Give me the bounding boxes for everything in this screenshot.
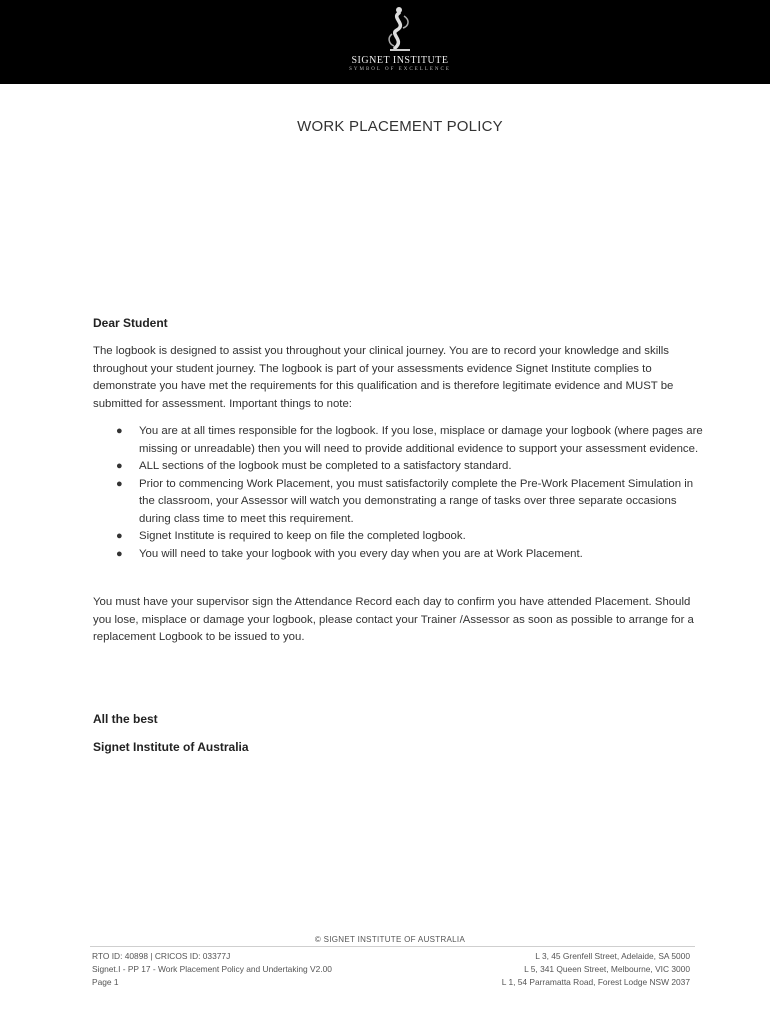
bullet-icon: ● bbox=[116, 477, 123, 490]
page-title: WORK PLACEMENT POLICY bbox=[297, 118, 503, 135]
list-item bbox=[93, 423, 703, 458]
footer-rto: RTO ID: 40898 | CRICOS ID: 03377J bbox=[92, 951, 231, 961]
list-item-text: You are at all times responsible for the logbook. If you lose, misplace or damage your logbook (where pages are missing or unreadable) then you will need to provide additional evidence to support your assessment evidence. bbox=[139, 425, 703, 455]
signoff-line: All the best bbox=[93, 712, 158, 726]
list-item bbox=[93, 546, 703, 564]
header-banner bbox=[0, 0, 770, 84]
bullet-icon: ● bbox=[116, 547, 123, 560]
list-item-text: You will need to take your logbook with you every day when you are at Work Placement. bbox=[139, 547, 583, 560]
list-item bbox=[93, 476, 703, 529]
signoff-organization: Signet Institute of Australia bbox=[93, 740, 249, 754]
footer-address-forest-lodge: L 1, 54 Parramatta Road, Forest Lodge NSW 2037 bbox=[501, 977, 690, 987]
footer-right bbox=[360, 950, 690, 989]
closing-paragraph: You must have your supervisor sign the Attendance Record each day to confirm you have attended Placement. Should you lose, misplace or damage your logbook, please contact your Trainer /Assessor as soon as possible to arrange for a replacement Logbook to be issued to you. bbox=[93, 596, 694, 643]
bullet-list bbox=[93, 423, 703, 563]
footer-address-melbourne: L 5, 341 Queen Street, Melbourne, VIC 3000 bbox=[524, 964, 690, 974]
footer-doc-ref: Signet.I - PP 17 - Work Placement Policy and Undertaking V2.00 bbox=[92, 964, 332, 974]
list-item bbox=[93, 458, 703, 476]
logo bbox=[340, 4, 460, 80]
list-item-text: Prior to commencing Work Placement, you must satisfactorily complete the Pre-Work Placement Simulation in the classroom, your Assessor will watch you demonstrating a range of tasks over three separate occasions during class time to meet this requirement. bbox=[139, 477, 694, 525]
signet-emblem-icon bbox=[383, 4, 417, 54]
list-item-text: ALL sections of the logbook must be completed to a satisfactory standard. bbox=[139, 460, 512, 472]
logo-tagline: SYMBOL OF EXCELLENCE bbox=[349, 67, 451, 72]
bullet-icon: ● bbox=[116, 530, 123, 542]
list-item bbox=[93, 528, 703, 546]
list-item-text: Signet Institute is required to keep on file the completed logbook. bbox=[139, 530, 466, 542]
footer-copyright: © SIGNET INSTITUTE OF AUSTRALIA bbox=[314, 935, 466, 944]
footer-page-number: Page 1 bbox=[92, 977, 119, 987]
bullet-icon: ● bbox=[116, 425, 123, 437]
footer-address-adelaide: L 3, 45 Grenfell Street, Adelaide, SA 5000 bbox=[535, 951, 690, 961]
intro-paragraph: The logbook is designed to assist you throughout your clinical journey. You are to record your knowledge and skills throughout your student journey. The logbook is part of your assessments evidence Signet Institute complies to demonstrate you have met the requirements for this qualification and is therefore legitimate evidence and MUST be submitted for assessment. Important things to note: bbox=[93, 345, 674, 410]
footer-divider bbox=[90, 946, 695, 947]
logo-brand: SIGNET INSTITUTE bbox=[351, 55, 449, 66]
bullet-icon: ● bbox=[116, 460, 123, 472]
greeting: Dear Student bbox=[93, 316, 168, 330]
